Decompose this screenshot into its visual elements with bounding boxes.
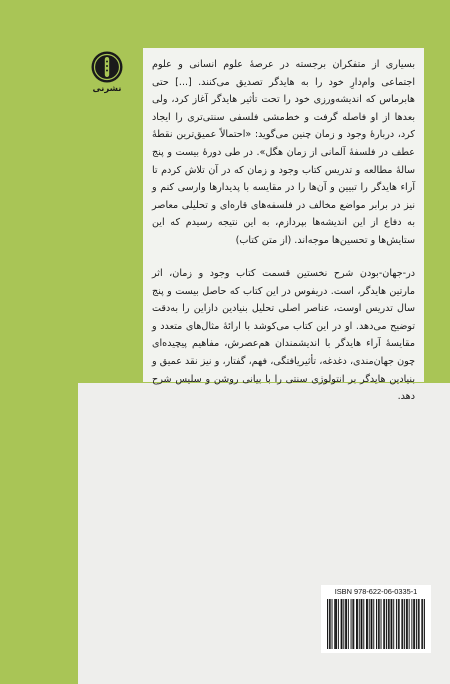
barcode-bar [336,599,337,649]
barcode-bar [329,599,330,649]
barcode-bar [402,599,403,649]
barcode-bar [388,599,389,649]
ney-logo-icon [90,50,124,84]
barcode-bar [346,599,347,649]
barcode-bar [373,599,374,649]
barcode-bar [379,599,380,649]
barcode-bar [416,599,417,649]
barcode-bar [411,599,412,649]
green-side-band [0,0,78,684]
barcode-bar [383,599,384,649]
barcode-bar [351,599,352,649]
blurb-paragraph-1: بسیاری از متفکران برجسته در عرصهٔ علوم انسانی و علوم اجتماعی وام‌دارِ خود را به هایدگر تصدیق می‌کنند. [...] حتی هابرماس که اندیشه‌ورزی خود را تحت تأثیر هایدگر آغاز کرد، ولی بعدها از او فاصله گرفت و خط‌مشی فلسفی سنتی‌تری را ایجاد کرد، دربارهٔ وجود و زمان چنین می‌گوید: «احتمالاً عمیق‌ترین نقطهٔ عطف در فلسفهٔ آلمانی از زمان هگل». در طی دورهٔ بیست و پنج سالهٔ مطالعه و تدریس کتاب وجود و زمان که در آن تلاش کردم تا آراء هایدگر را تبیین و آن‌ها را در مقایسه با پدیدارها وارسی کنم و نیز در برابر مواضع مخالف در فلسفه‌های قاره‌ای و تحلیلی معاصر به دفاع از این اندیشه‌ها بپردازم، به این نتیجه رسیدم که این ستایش‌ها و تحسین‌ها موجه‌اند. (از متن کتاب) [152,59,415,246]
barcode-bar [366,599,367,649]
barcode-bar [356,599,357,649]
barcode-bar [396,599,397,649]
barcode-bar [404,599,405,649]
barcode-bar [341,599,342,649]
blurb-panel [143,48,424,403]
barcode-bar [361,599,362,649]
barcode-bar [363,599,364,649]
barcode-bar [348,599,349,649]
barcode-bar [391,599,392,649]
barcode-bar [335,599,336,649]
isbn-barcode-box [321,585,431,653]
barcode-bar [398,599,399,649]
barcode-bar [391,599,392,649]
barcode-bar [353,599,354,649]
barcode-bar [352,599,353,649]
barcode-bar [345,599,346,649]
barcode-bar [343,599,344,649]
barcode-bar [413,599,414,649]
barcode-icon [327,599,425,649]
barcode-bar [407,599,408,649]
barcode-bar [393,599,394,649]
barcode-bar [419,599,420,649]
barcode-bar [371,599,372,649]
barcode-bar [332,599,333,649]
barcode-bar [369,599,370,649]
barcode-bar [401,599,402,649]
barcode-bar [338,599,339,649]
barcode-bar [386,599,387,649]
barcode-bar [384,599,385,649]
barcode-bar [330,599,331,649]
barcode-bar [424,599,425,649]
barcode-bar [367,599,368,649]
barcode-bar [359,599,360,649]
barcode-bar [414,599,415,649]
barcode-bar [371,599,372,649]
barcode-bar [399,599,400,649]
barcode-bar [422,599,423,649]
isbn-number: ISBN 978-622-06-0335-1 [334,587,418,596]
publisher-logo [90,50,124,100]
barcode-bar [376,599,377,649]
barcode-bar [421,599,422,649]
barcode-bar [327,599,328,649]
barcode-bar [406,599,407,649]
barcode-bar [389,599,390,649]
barcode-bar [357,599,358,649]
barcode-bar [378,599,379,649]
blurb-paragraph-2: در-جهان-بودن شرح نخستین قسمت کتاب وجود و زمان، اثر مارتین هایدگر، است. دریفوس در این کتاب که حاصل بیست و پنج سال تدریس اوست، عناصر اصلی تحلیل بنیادین دازاین را به‌دقت توضیح می‌دهد. او در این کتاب می‌کوشد با ارائهٔ مثال‌های متعدد و مقایسهٔ آراء هایدگر با اندیشمندان هم‌عصرش، مفاهیم پیچیده‌ای چون جهان‌مندی، دغدغه، تأثیریافتگی، فهم، گفتار، و نیز نقد عمیق و بنیادین هایدگر بر انتولوژی سنتی را با بیانی روشن و سلیس شرح دهد. [152,268,415,403]
barcode-bar [342,599,343,649]
barcode-bar [334,599,335,649]
barcode-bar [418,599,419,649]
barcode-bar [409,599,410,649]
barcode-bar [381,599,382,649]
barcode-bar [361,599,362,649]
publisher-name: نشرنی [92,84,122,94]
